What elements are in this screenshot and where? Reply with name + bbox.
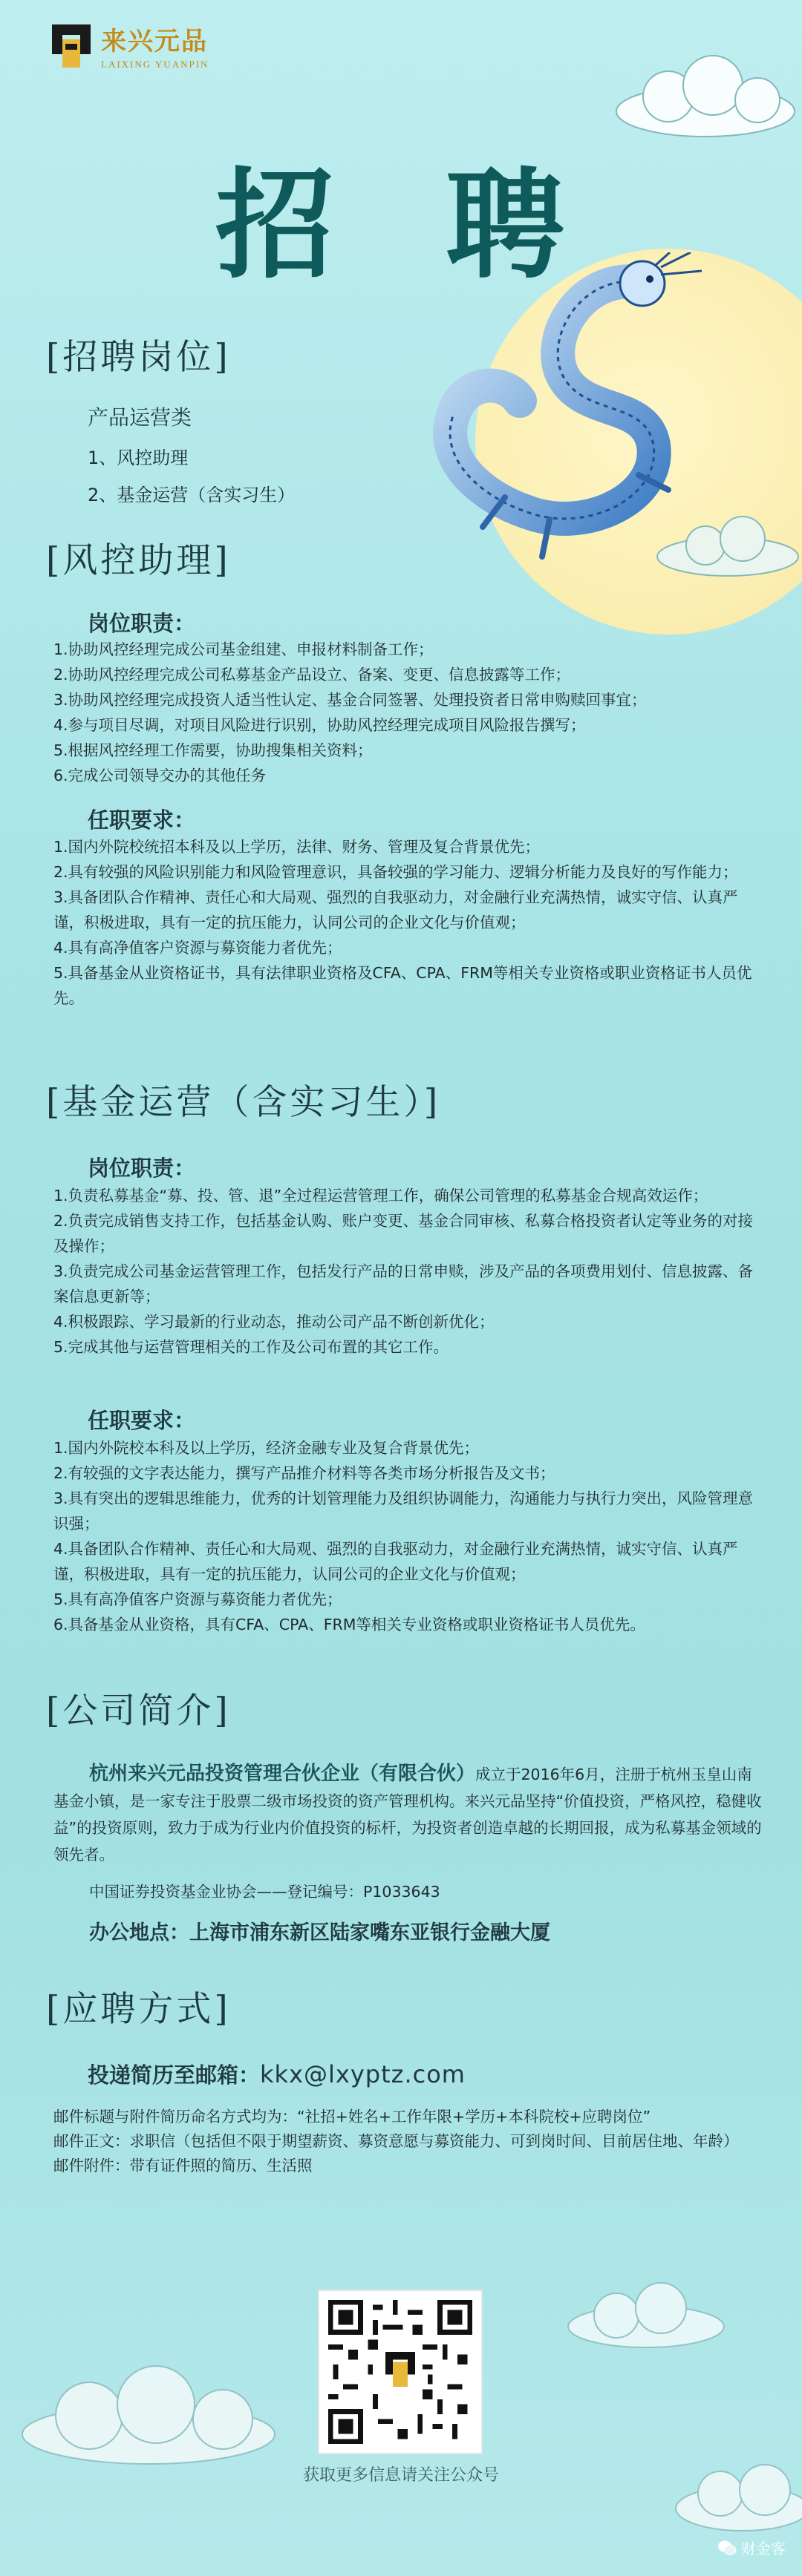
qr-code[interactable] bbox=[318, 2290, 483, 2454]
list-item: 6.具备基金从业资格，具有CFA、CPA、FRM等相关专业资格或职业资格证书人员优先。 bbox=[53, 1616, 645, 1633]
position-category: 产品运营类 bbox=[88, 405, 192, 430]
cloud-top-right bbox=[609, 52, 802, 141]
watermark-text: 财金客 bbox=[741, 2540, 786, 2557]
list-item: 2.有较强的文字表达能力，撰写产品推介材料等各类市场分析报告及文书； bbox=[53, 1464, 555, 1482]
list-item: 1.国内外院校统招本科及以上学历，法律、财务、管理及复合背景优先； bbox=[53, 838, 541, 856]
list-item: 3.负责完成公司基金运营管理工作，包括发行产品的日常申赎，涉及产品的各项费用划付、信息披露、备案信息更新等； bbox=[53, 1262, 754, 1305]
page-title: 招聘 bbox=[215, 155, 677, 295]
list-item: 3.具备团队合作精神、责任心和大局观、强烈的自我驱动力，对金融行业充满热情，诚实守信、认真严谨，积极进取，具有一定的抗压能力，认同公司的企业文化与价值观； bbox=[53, 888, 738, 931]
list-item: 5.根据风控经理工作需要，协助搜集相关资料； bbox=[53, 741, 373, 759]
list-item: 邮件附件：带有证件照的简历、生活照 bbox=[53, 2157, 313, 2174]
risk-requirements bbox=[53, 834, 766, 1011]
duty-title: 岗位职责： bbox=[88, 611, 196, 636]
duty-title: 岗位职责： bbox=[88, 1156, 196, 1181]
list-item: 4.参与项目尽调，对项目风险进行识别，协助风控经理完成项目风险报告撰写； bbox=[53, 716, 586, 734]
list-item: 邮件标题与附件简历命名方式均为：“社招+姓名+工作年限+学历+本科院校+应聘岗位” bbox=[53, 2108, 651, 2126]
list-item: 4.具备团队合作精神、责任心和大局观、强烈的自我驱动力，对金融行业充满热情，诚实守信、认真严谨，积极进取，具有一定的抗压能力，认同公司的企业文化与价值观； bbox=[53, 1540, 738, 1583]
brand-name-cn: 来兴元品 bbox=[101, 27, 208, 56]
email-line bbox=[88, 2059, 466, 2089]
list-item: 2.具有较强的风险识别能力和风险管理意识，具备较强的学习能力、逻辑分析能力及良好的写作能力； bbox=[53, 863, 738, 881]
list-item: 2.负责完成销售支持工作，包括基金认购、账户变更、基金合同审核、私募合格投资者认定等业务的对接及操作； bbox=[53, 1212, 754, 1255]
wechat-icon bbox=[717, 2540, 737, 2556]
list-item: 5.完成其他与运营管理相关的工作及公司布置的其它工作。 bbox=[53, 1338, 449, 1356]
position-item: 1、风控助理 bbox=[88, 448, 189, 468]
list-item: 3.具有突出的逻辑思维能力，优秀的计划管理能力及组织协调能力，沟通能力与执行力突出，风险管理意识强； bbox=[53, 1489, 754, 1533]
list-item: 5.具备基金从业资格证书，具有法律职业资格及CFA、CPA、FRM等相关专业资格或职业资格证书人员优先。 bbox=[53, 964, 752, 1007]
email-address[interactable]: kkx@lxyptz.com bbox=[260, 2060, 466, 2088]
watermark bbox=[717, 2537, 786, 2558]
list-item: 5.具有高净值客户资源与募资能力者优先； bbox=[53, 1590, 342, 1608]
list-item: 1.负责私募基金“募、投、管、退”全过程运营管理工作，确保公司管理的私募基金合规高效运作； bbox=[53, 1187, 708, 1205]
address-value: 上海市浦东新区陆家嘴东亚银行金融大厦 bbox=[189, 1921, 550, 1944]
requirement-title: 任职要求： bbox=[88, 807, 196, 833]
list-item: 1.国内外院校本科及以上学历，经济金融专业及复合背景优先； bbox=[53, 1439, 480, 1457]
list-item: 3.协助风控经理完成投资人适当性认定、基金合同签署、处理投资者日常申购赎回事宜； bbox=[53, 691, 647, 709]
position-item: 2、基金运营（含实习生） bbox=[88, 485, 296, 505]
list-item: 4.具有高净值客户资源与募资能力者优先； bbox=[53, 939, 342, 957]
fund-duties bbox=[53, 1183, 766, 1360]
risk-duties bbox=[53, 637, 766, 788]
dragon-illustration bbox=[394, 252, 743, 579]
company-description: 成立于2016年6月，注册于杭州玉皇山南基金小镇，是一家专注于股票二级市场投资的资产管理机构。来兴元品坚持“价值投资，严格风控，稳健收益”的投资原则，致力于成为行业内价值投资的标杆，为投资者创造卓越的长期回报，成为私募基金领域的领先者。 bbox=[53, 1766, 762, 1864]
requirement-title: 任职要求： bbox=[88, 1408, 196, 1433]
footer-caption: 获取更多信息请关注公众号 bbox=[302, 2466, 499, 2485]
email-label: 投递简历至邮箱： bbox=[88, 2062, 261, 2088]
address-label: 办公地点： bbox=[89, 1921, 189, 1944]
cloud-bottom-left bbox=[15, 2360, 282, 2471]
fund-requirements bbox=[53, 1435, 766, 1637]
list-item: 邮件正文：求职信（包括但不限于期望薪资、募资意愿与募资能力、可到岗时间、目前居住地、年龄） bbox=[53, 2132, 739, 2150]
list-item: 2.协助风控经理完成公司私募基金产品设立、备案、变更、信息披露等工作； bbox=[53, 666, 571, 684]
section-header-apply: [应聘方式] bbox=[46, 1989, 231, 2030]
section-header-positions: [招聘岗位] bbox=[46, 337, 231, 378]
position-list bbox=[88, 439, 295, 514]
brand-name-en: LAIXING YUANPIN bbox=[101, 59, 209, 70]
office-address bbox=[89, 1916, 550, 1945]
list-item: 1.协助风控经理完成公司基金组建、申报材料制备工作； bbox=[53, 640, 434, 658]
section-header-fund: [基金运营（含实习生）] bbox=[46, 1082, 441, 1123]
company-name: 杭州来兴元品投资管理合伙企业（有限合伙） bbox=[89, 1763, 476, 1785]
cloud-bottom-right bbox=[564, 2278, 728, 2353]
apply-instructions bbox=[53, 2105, 766, 2178]
list-item: 6.完成公司领导交办的其他任务 bbox=[53, 767, 267, 784]
registration-number: 中国证券投资基金业协会——登记编号：P1033643 bbox=[89, 1883, 440, 1901]
brand-logo bbox=[50, 21, 209, 71]
section-header-risk: [风控助理] bbox=[46, 540, 231, 581]
qr-code-icon bbox=[328, 2300, 472, 2444]
list-item: 4.积极跟踪、学习最新的行业动态，推动公司产品不断创新优化； bbox=[53, 1313, 495, 1331]
section-header-company: [公司简介] bbox=[46, 1691, 231, 1731]
company-intro bbox=[53, 1760, 766, 1868]
brand-logo-icon bbox=[50, 23, 92, 69]
